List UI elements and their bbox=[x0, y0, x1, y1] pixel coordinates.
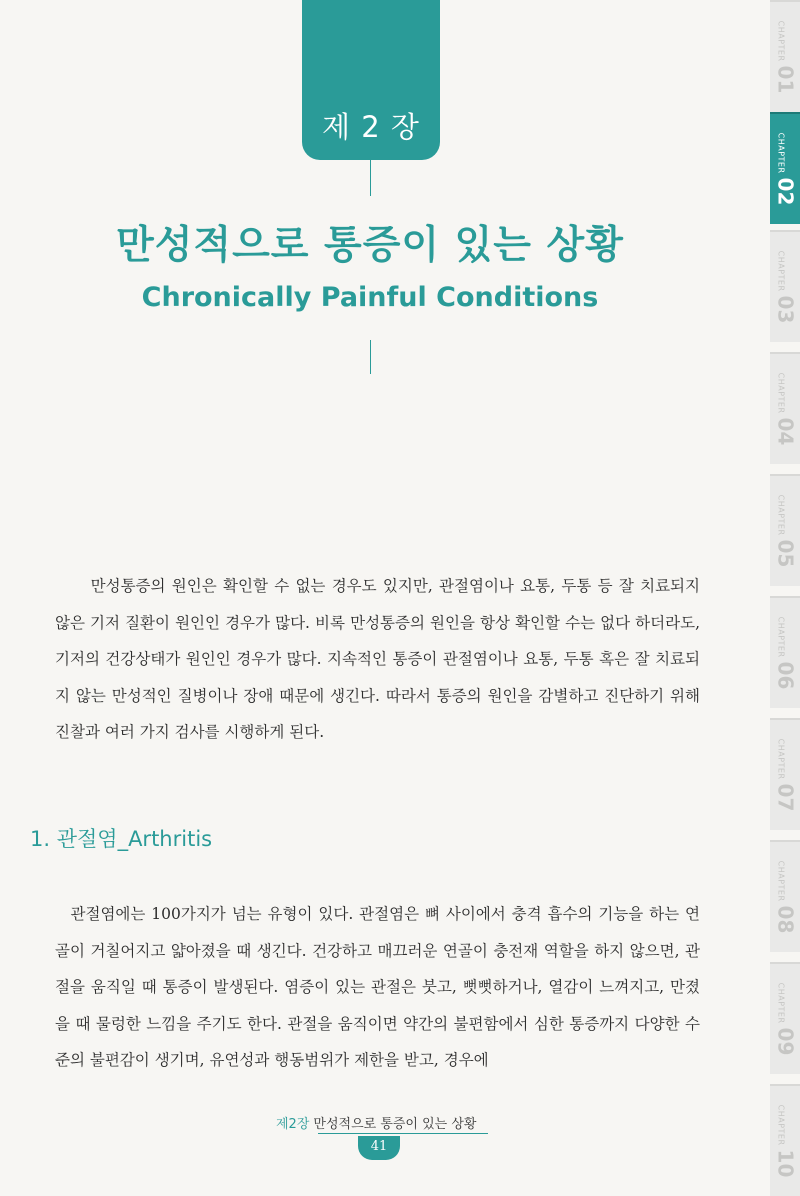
side-tab-chapter-10[interactable] bbox=[770, 1084, 800, 1196]
side-tab-small-label: CHAPTER bbox=[776, 372, 785, 414]
divider-line-bottom bbox=[370, 340, 371, 374]
side-tab-number: 07 bbox=[773, 783, 797, 812]
divider-line-top bbox=[370, 160, 371, 196]
footer-chapter-name: 만성적으로 통증이 있는 상황 bbox=[313, 1117, 477, 1132]
side-tab-chapter-07[interactable] bbox=[770, 718, 800, 830]
side-tab-chapter-02[interactable] bbox=[770, 112, 800, 224]
side-tab-number: 04 bbox=[773, 417, 797, 446]
side-tab-small-label: CHAPTER bbox=[776, 250, 785, 292]
side-tab-chapter-04[interactable] bbox=[770, 352, 800, 464]
side-tab-small-label: CHAPTER bbox=[776, 860, 785, 902]
footer-chapter: 제2장 bbox=[276, 1117, 310, 1132]
footer-underline bbox=[318, 1133, 488, 1134]
side-tab-chapter-08[interactable] bbox=[770, 840, 800, 952]
side-tab-chapter-01[interactable] bbox=[770, 0, 800, 112]
side-tab-number: 02 bbox=[773, 177, 797, 206]
intro-paragraph: 만성통증의 원인은 확인할 수 없는 경우도 있지만, 관절염이나 요통, 두통 등 잘 치료되지 않은 기저 질환이 원인인 경우가 많다. 비록 만성통증의 원인을 항상 확인할 수는 없다 하더라도, 기저의 건강상태가 원인인 경우가 많다. 지속적인 통증이 관절염이나 요통, 두통 혹은 잘 치료되지 않는 만성적인 질병이나 장애 때문에 생긴다. 따라서 통증의 원인을 감별하고 진단하기 위해 진찰과 여러 가지 검사를 시행하게 된다. bbox=[55, 577, 700, 741]
side-tab-small-label: CHAPTER bbox=[776, 20, 785, 62]
section-heading: 1. 관절염_Arthritis bbox=[30, 827, 213, 851]
side-tab-chapter-09[interactable] bbox=[770, 962, 800, 1074]
side-tab-small-label: CHAPTER bbox=[776, 494, 785, 536]
side-tab-number: 10 bbox=[773, 1149, 797, 1178]
side-tab-small-label: CHAPTER bbox=[776, 1104, 785, 1146]
page-footer bbox=[276, 1113, 506, 1132]
side-tab-number: 01 bbox=[773, 65, 797, 94]
side-tab-chapter-06[interactable] bbox=[770, 596, 800, 708]
section-paragraph: 관절염에는 100가지가 넘는 유형이 있다. 관절염은 뼈 사이에서 충격 흡수의 기능을 하는 연골이 거칠어지고 얇아졌을 때 생긴다. 건강하고 매끄러운 연골이 충전재 역할을 하지 않으면, 관절을 움직일 때 통증이 발생된다. 염증이 있는 관절은 붓고, 뻣뻣하거나, 열감이 느껴지고, 만졌을 때 물렁한 느낌을 주기도 한다. 관절을 움직이면 약간의 불편함에서 심한 통증까지 다양한 수준의 불편감이 생기며, 유연성과 행동범위가 제한을 받고, 경우에 bbox=[55, 905, 700, 1069]
side-tab-small-label: CHAPTER bbox=[776, 982, 785, 1024]
page-number: 41 bbox=[358, 1136, 400, 1160]
side-tab-small-label: CHAPTER bbox=[776, 616, 785, 658]
side-tab-chapter-03[interactable] bbox=[770, 230, 800, 342]
chapter-tab-label: 제 2 장 bbox=[322, 110, 420, 144]
chapter-title-english: Chronically Painful Conditions bbox=[141, 282, 599, 313]
side-tab-number: 08 bbox=[773, 905, 797, 934]
side-tab-small-label: CHAPTER bbox=[776, 132, 785, 174]
side-tab-chapter-05[interactable] bbox=[770, 474, 800, 586]
side-tab-number: 03 bbox=[773, 295, 797, 324]
side-tab-number: 06 bbox=[773, 661, 797, 690]
chapter-title-korean: 만성적으로 통증이 있는 상황 bbox=[116, 223, 624, 268]
side-tab-number: 09 bbox=[773, 1027, 797, 1056]
chapter-side-tabs bbox=[770, 0, 800, 1195]
chapter-tab bbox=[302, 0, 440, 160]
side-tab-small-label: CHAPTER bbox=[776, 738, 785, 780]
side-tab-number: 05 bbox=[773, 539, 797, 568]
